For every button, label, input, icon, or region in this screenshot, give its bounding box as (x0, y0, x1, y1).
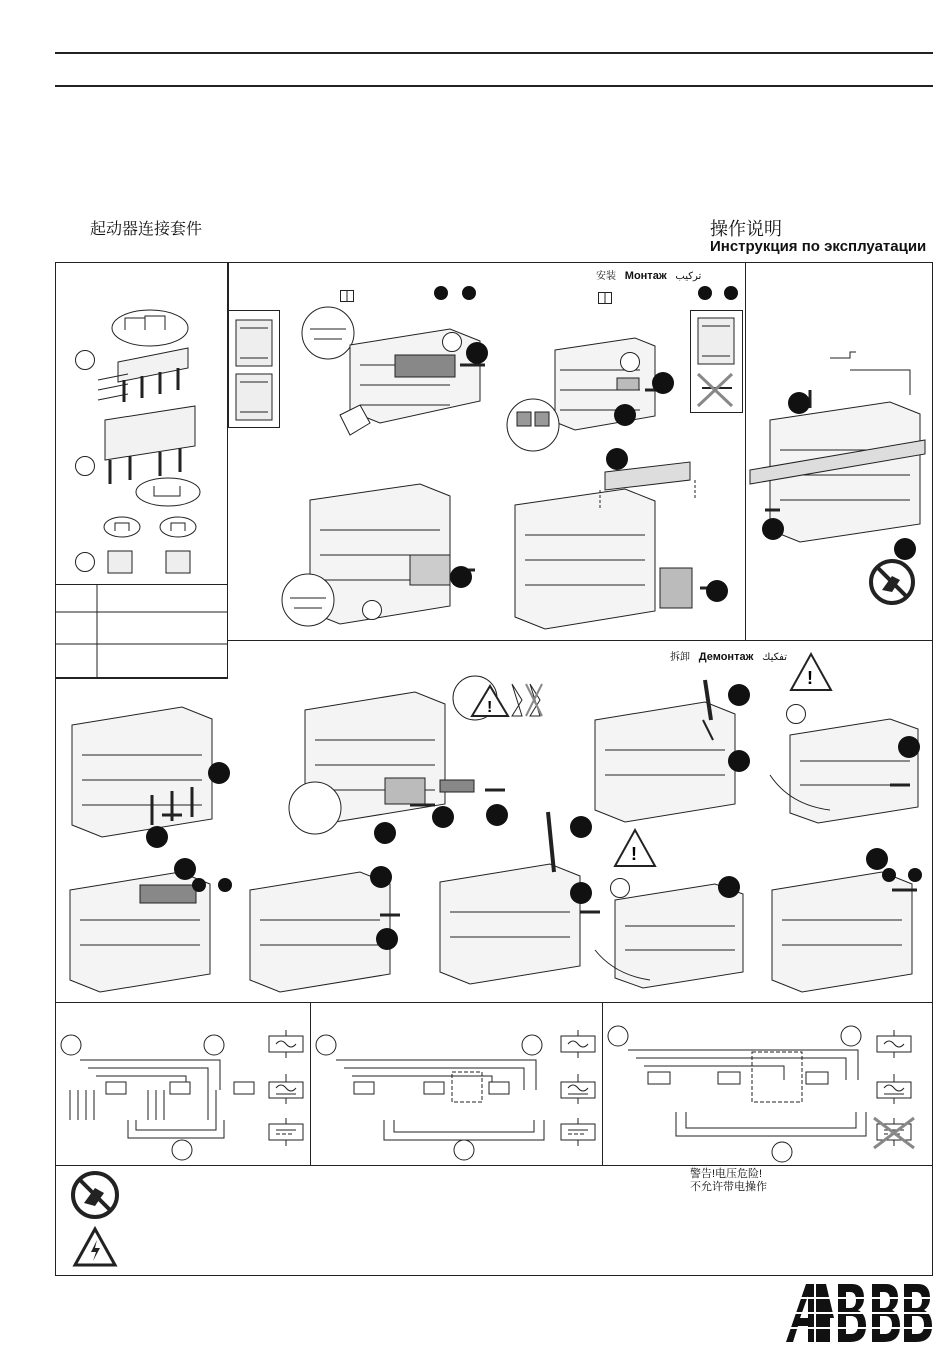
step-marker (620, 352, 640, 372)
dismounting-divider (228, 640, 933, 641)
mounting-frame-left-edge (228, 262, 229, 310)
step-dot (192, 878, 206, 892)
mounting-label-cn: 安装 (596, 271, 616, 282)
caution-triangle-icon (612, 826, 658, 870)
step-number-badge (376, 928, 398, 950)
wiring-diagram-2 (314, 1030, 554, 1160)
mounting-label (596, 267, 701, 282)
voltage-warning-line-1: 警告!电压危险! (690, 1168, 763, 1180)
reference-book-icon (598, 292, 612, 304)
mounting-label-ru: Монтаж (624, 270, 667, 282)
kit-plugs-illustration (90, 515, 220, 585)
step-number-badge (788, 392, 810, 414)
step-dot (698, 286, 712, 300)
dismounting-label-ru: Демонтаж (698, 651, 754, 663)
dismount-step-illustration-5 (60, 855, 230, 995)
step-number-badge (718, 876, 740, 898)
wiring-divider (602, 1002, 603, 1166)
step-dot (882, 868, 896, 882)
voltage-warning-line-2: 不允许带电操作 (690, 1181, 767, 1193)
step-number-badge (466, 342, 488, 364)
mounting-step-illustration-a (300, 305, 490, 450)
dismounting-label (670, 648, 787, 663)
caution-triangle-icon (788, 650, 834, 694)
step-number-badge (866, 848, 888, 870)
step-dot (724, 286, 738, 300)
voltage-warning (690, 1168, 767, 1194)
dismounting-label-ar: تفكيك (762, 652, 787, 663)
step-number-badge (174, 858, 196, 880)
instructions-title-ru: Инструкция по эксплуатации (710, 238, 927, 255)
step-number-badge (374, 822, 396, 844)
step-number-badge (208, 762, 230, 784)
step-number-badge (706, 580, 728, 602)
svg-text:!: ! (487, 699, 493, 716)
wiring-diagram-1 (58, 1030, 258, 1160)
mounting-label-ar: تركيب (675, 271, 702, 282)
step-marker (442, 332, 462, 352)
caution-triangle-icon (450, 676, 550, 746)
step-number-badge (898, 736, 920, 758)
dismounting-left-divider (55, 678, 228, 679)
step-number-badge (370, 866, 392, 888)
dismount-step-illustration-4 (770, 705, 935, 825)
step-marker (362, 600, 382, 620)
wiring-divider (310, 1002, 311, 1166)
no-hand-contact-icon (70, 1170, 120, 1220)
step-number-badge (728, 750, 750, 772)
step-number-badge (570, 882, 592, 904)
rail-mount-divider (745, 262, 746, 640)
step-number-badge (450, 566, 472, 588)
step-dot (462, 286, 476, 300)
contactor-variants-illustration (232, 316, 278, 424)
ac-dc-supply-icon (558, 1030, 598, 1150)
dc-supply-icon (872, 1030, 916, 1150)
document-title-cn: 起动器连接套件 (90, 221, 203, 238)
header-rule-top (55, 52, 933, 54)
wiring-diagram-3 (606, 1022, 866, 1162)
electric-hazard-icon (72, 1226, 118, 1268)
step-number-badge (652, 372, 674, 394)
kit-legend-lines (55, 584, 228, 678)
svg-text:!: ! (807, 668, 813, 688)
kit-connector-bridge-illustration (90, 300, 220, 410)
step-number-badge (762, 518, 784, 540)
reference-book-icon (340, 290, 354, 302)
step-number-badge (570, 816, 592, 838)
instructions-title-cn: 操作说明 (710, 219, 782, 239)
step-number-badge (606, 448, 628, 470)
rail-mount-illustration (750, 350, 930, 540)
dismount-step-illustration-9 (762, 860, 932, 995)
ac-supply-icon (266, 1030, 306, 1150)
abb-logo (786, 1284, 932, 1342)
svg-text:!: ! (631, 844, 637, 864)
step-number-badge (146, 826, 168, 848)
step-number-badge (894, 538, 916, 560)
step-number-badge (614, 404, 636, 426)
header-rule-bottom (55, 85, 933, 87)
no-hand-contact-icon (868, 558, 916, 606)
step-number-badge (728, 684, 750, 706)
step-dot (434, 286, 448, 300)
step-dot (218, 878, 232, 892)
dismounting-label-cn: 拆卸 (670, 652, 690, 663)
step-dot (908, 868, 922, 882)
prohibited-variant-illustration (694, 314, 740, 410)
kit-interlock-illustration (90, 400, 220, 510)
dismount-step-illustration-6 (240, 860, 420, 995)
mounting-step-illustration-d (505, 460, 735, 635)
